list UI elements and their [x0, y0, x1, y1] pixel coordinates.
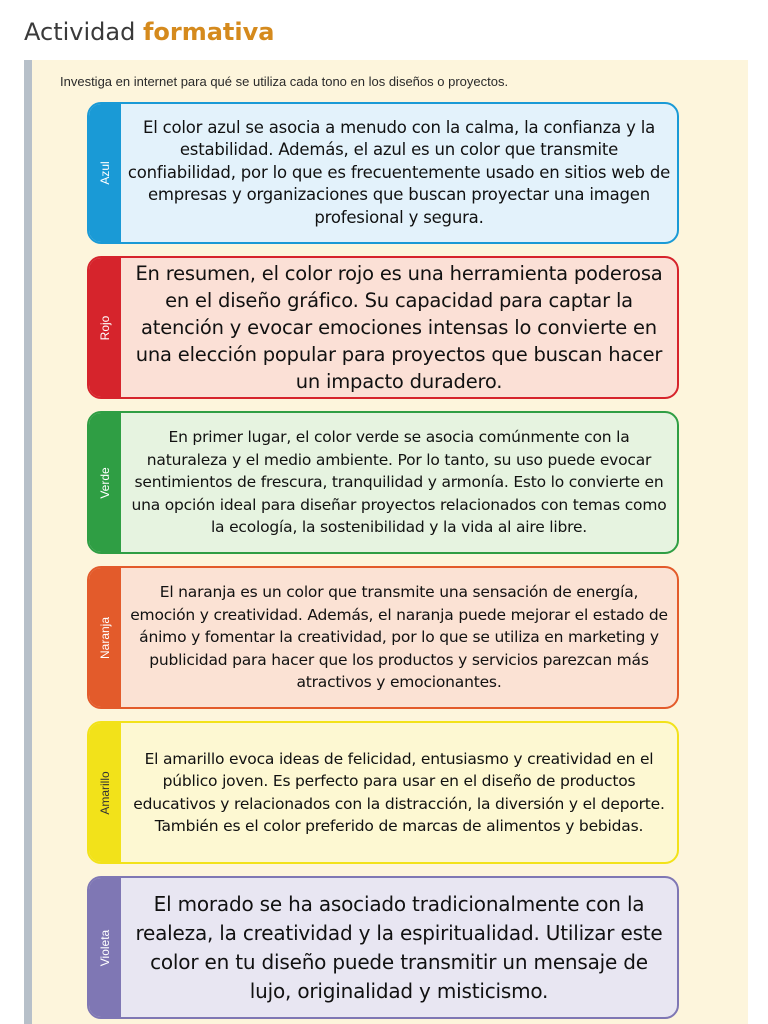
color-card-text [121, 413, 677, 552]
color-card-text [121, 568, 677, 707]
color-tab-verde [89, 413, 121, 552]
color-tab-naranja [89, 568, 121, 707]
color-tab-violeta [89, 878, 121, 1017]
color-card-description: El color azul se asocia a menudo con la calma, la confianza y la estabilidad. Además, el azul es un color que transmite confiabilidad, por lo que es frecuentemente usado en sitios web de empresas y organizaciones que buscan proyectar una imagen profesional y segura. [127, 117, 671, 227]
color-tab-label: Violeta [98, 929, 112, 966]
color-tab-azul [89, 104, 121, 242]
color-tab-rojo [89, 258, 121, 397]
color-tab-label: Naranja [98, 616, 112, 659]
page-title-accent: formativa [142, 18, 275, 46]
panel-left-bar [24, 60, 32, 1024]
color-card-violeta [87, 876, 679, 1019]
color-tab-amarillo [89, 723, 121, 862]
color-card-description: El amarillo evoca ideas de felicidad, entusiasmo y creatividad en el público joven. Es perfecto para usar en el diseño de productos educativos y relacionados con la distracción, la diversión y el deporte. También es el color preferido de marcas de alimentos y bebidas. [133, 749, 665, 835]
color-card-verde [87, 411, 679, 554]
color-tab-label: Verde [98, 466, 112, 499]
color-card-rojo [87, 256, 679, 399]
page-title [24, 14, 274, 50]
color-card-text [121, 723, 677, 862]
color-card-description: En primer lugar, el color verde se asocia comúnmente con la naturaleza y el medio ambiente. Por lo tanto, su uso puede evocar sentimientos de frescura, tranquilidad y armonía. Esto lo convierte en una opción ideal para diseñar proyectos relacionados con temas como la ecología, la sostenibilidad y la vida al aire libre. [131, 428, 667, 537]
color-card-naranja [87, 566, 679, 709]
color-card-text [121, 104, 677, 242]
color-tab-label: Azul [98, 161, 112, 185]
color-tab-label: Amarillo [98, 770, 112, 815]
color-card-amarillo [87, 721, 679, 864]
color-card-description: El naranja es un color que transmite una sensación de energía, emoción y creatividad. Además, el naranja puede mejorar el estado de ánimo y fomentar la creatividad, por lo que se utiliza en marketing y publicidad para hacer que los productos y servicios parezcan más atractivos y emocionantes. [130, 583, 668, 692]
page-title-main: Actividad [24, 18, 143, 46]
color-card-azul [87, 102, 679, 244]
color-card-description: El morado se ha asociado tradicionalmente con la realeza, la creatividad y la espiritualidad. Utilizar este color en tu diseño puede transmitir un mensaje de lujo, originalidad y misticismo. [135, 891, 663, 1003]
instruction-text: Investiga en internet para qué se utiliza cada tono en los diseños o proyectos. [60, 74, 509, 89]
color-card-description: En resumen, el color rojo es una herramienta poderosa en el diseño gráfico. Su capacidad para captar la atención y evocar emociones intensas lo convierte en una elección popular para proyectos que buscan hacer un impacto duradero. [135, 262, 663, 393]
color-card-text [121, 258, 677, 397]
color-tab-label: Rojo [98, 315, 112, 340]
color-card-text [121, 878, 677, 1017]
